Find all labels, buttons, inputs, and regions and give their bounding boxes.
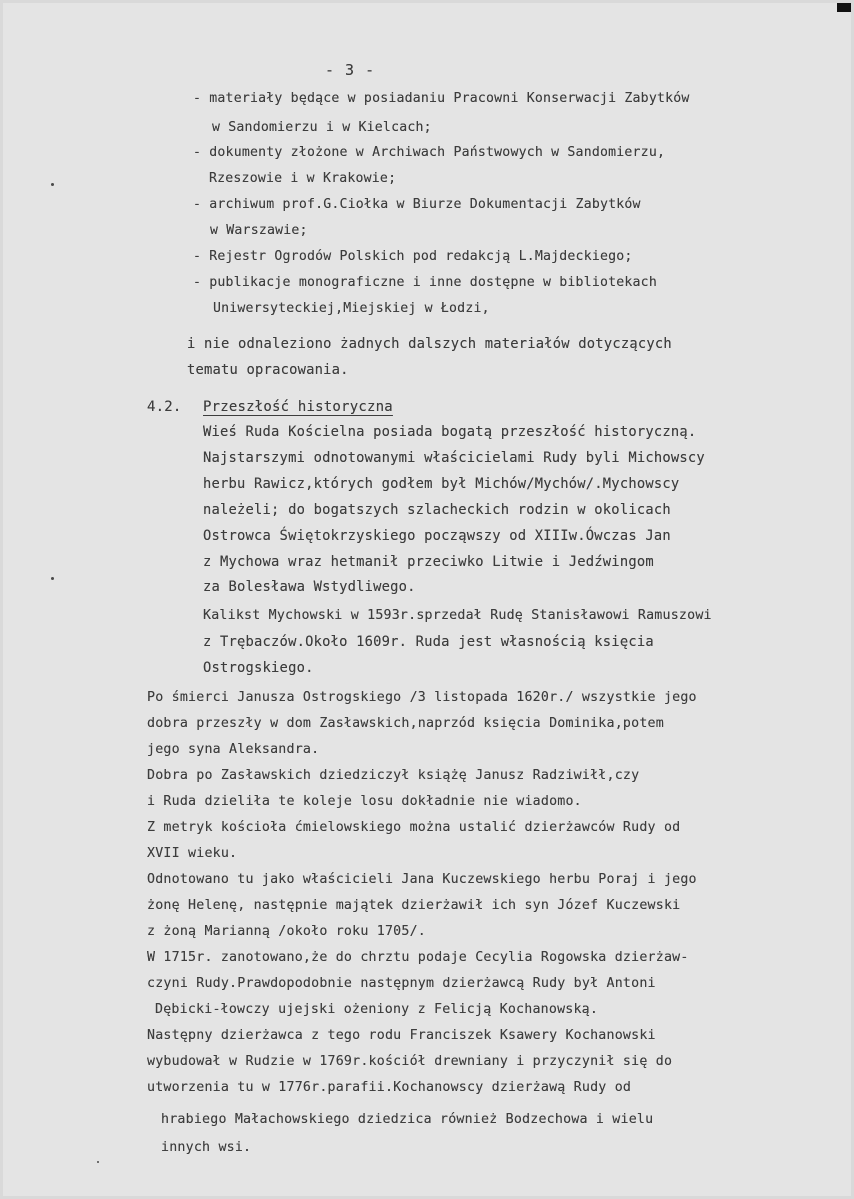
paragraph-line: Następny dzierżawca z tego rodu Franciszek Ksawery Kochanowski bbox=[147, 1028, 656, 1043]
paragraph-line: innych wsi. bbox=[161, 1140, 252, 1155]
paragraph-line: czyni Rudy.Prawdopodobnie następnym dzierżawcą Rudy był Antoni bbox=[147, 976, 656, 991]
closing-line: tematu opracowania. bbox=[187, 362, 349, 378]
paragraph-line: dobra przeszły w dom Zasławskich,naprzód księcia Dominika,potem bbox=[147, 716, 664, 731]
paragraph-line: herbu Rawicz,których godłem był Michów/Mychów/.Mychowscy bbox=[203, 476, 680, 492]
sources-list-item: w Warszawie; bbox=[210, 223, 308, 238]
scan-speck bbox=[51, 183, 54, 186]
paragraph-line: Kalikst Mychowski w 1593r.sprzedał Rudę Stanisławowi Ramuszowi bbox=[203, 608, 712, 623]
scan-corner-mark bbox=[837, 3, 851, 12]
paragraph-line: Wieś Ruda Kościelna posiada bogatą przeszłość historyczną. bbox=[203, 424, 697, 440]
paragraph-line: Odnotowano tu jako właścicieli Jana Kuczewskiego herbu Poraj i jego bbox=[147, 872, 697, 887]
paragraph-line: należeli; do bogatszych szlacheckich rodzin w okolicach bbox=[203, 502, 671, 518]
sources-list-item: w Sandomierzu i w Kielcach; bbox=[212, 120, 432, 135]
paragraph-line: hrabiego Małachowskiego dziedzica również Bodzechowa i wielu bbox=[161, 1112, 654, 1127]
paragraph-line: Z metryk kościoła ćmielowskiego można ustalić dzierżawców Rudy od bbox=[147, 820, 681, 835]
paragraph-line: z Trębaczów.Około 1609r. Ruda jest własnością księcia bbox=[203, 634, 654, 650]
section-number: 4.2. bbox=[147, 399, 182, 415]
paragraph-line: żonę Helenę, następnie majątek dzierżawił ich syn Józef Kuczewski bbox=[147, 898, 681, 913]
scan-speck bbox=[97, 1161, 99, 1163]
paragraph-line: Dębicki-łowczy ujejski ożeniony z Felicją Kochanowską. bbox=[155, 1002, 599, 1017]
sources-list-item: - materiały będące w posiadaniu Pracowni Konserwacji Zabytków bbox=[193, 91, 690, 106]
paragraph-line: XVII wieku. bbox=[147, 846, 238, 861]
sources-list-item: - archiwum prof.G.Ciołka w Biurze Dokumentacji Zabytków bbox=[193, 197, 641, 212]
paragraph-line: Ostrogskiego. bbox=[203, 660, 314, 676]
paragraph-line: jego syna Aleksandra. bbox=[147, 742, 320, 757]
sources-list-item: - Rejestr Ogrodów Polskich pod redakcją L.Majdeckiego; bbox=[193, 249, 633, 264]
sources-list-item: - dokumenty złożone w Archiwach Państwowych w Sandomierzu, bbox=[193, 145, 666, 160]
sources-list-item: - publikacje monograficzne i inne dostępne w bibliotekach bbox=[193, 275, 657, 290]
paragraph-line: za Bolesława Wstydliwego. bbox=[203, 579, 416, 595]
page-number: - 3 - bbox=[325, 61, 376, 79]
paragraph-line: z żoną Marianną /około roku 1705/. bbox=[147, 924, 426, 939]
paragraph-line: Dobra po Zasławskich dziedziczył książę Janusz Radziwiłł,czy bbox=[147, 768, 640, 783]
closing-line: i nie odnaleziono żadnych dalszych materiałów dotyczących bbox=[187, 336, 672, 352]
sources-list-item: Uniwersyteckiej,Miejskiej w Łodzi, bbox=[213, 301, 490, 316]
scan-speck bbox=[51, 577, 54, 580]
section-heading: Przeszłość historyczna bbox=[203, 399, 393, 415]
paragraph-line: Po śmierci Janusza Ostrogskiego /3 listopada 1620r./ wszystkie jego bbox=[147, 690, 697, 705]
paragraph-line: wybudował w Rudzie w 1769r.kościół drewniany i przyczynił się do bbox=[147, 1054, 673, 1069]
paragraph-line: Ostrowca Świętokrzyskiego począwszy od XIIIw.Ówczas Jan bbox=[203, 528, 671, 544]
sources-list-item: Rzeszowie i w Krakowie; bbox=[209, 171, 397, 186]
paragraph-line: z Mychowa wraz hetmanił przeciwko Litwie i Jedźwingom bbox=[203, 554, 654, 570]
paragraph-line: Najstarszymi odnotowanymi właścicielami Rudy byli Michowscy bbox=[203, 450, 705, 466]
paragraph-line: utworzenia tu w 1776r.parafii.Kochanowscy dzierżawą Rudy od bbox=[147, 1080, 632, 1095]
paragraph-line: i Ruda dzieliła te koleje losu dokładnie nie wiadomo. bbox=[147, 794, 582, 809]
paragraph-line: W 1715r. zanotowano,że do chrztu podaje Cecylia Rogowska dzierżaw- bbox=[147, 950, 689, 965]
